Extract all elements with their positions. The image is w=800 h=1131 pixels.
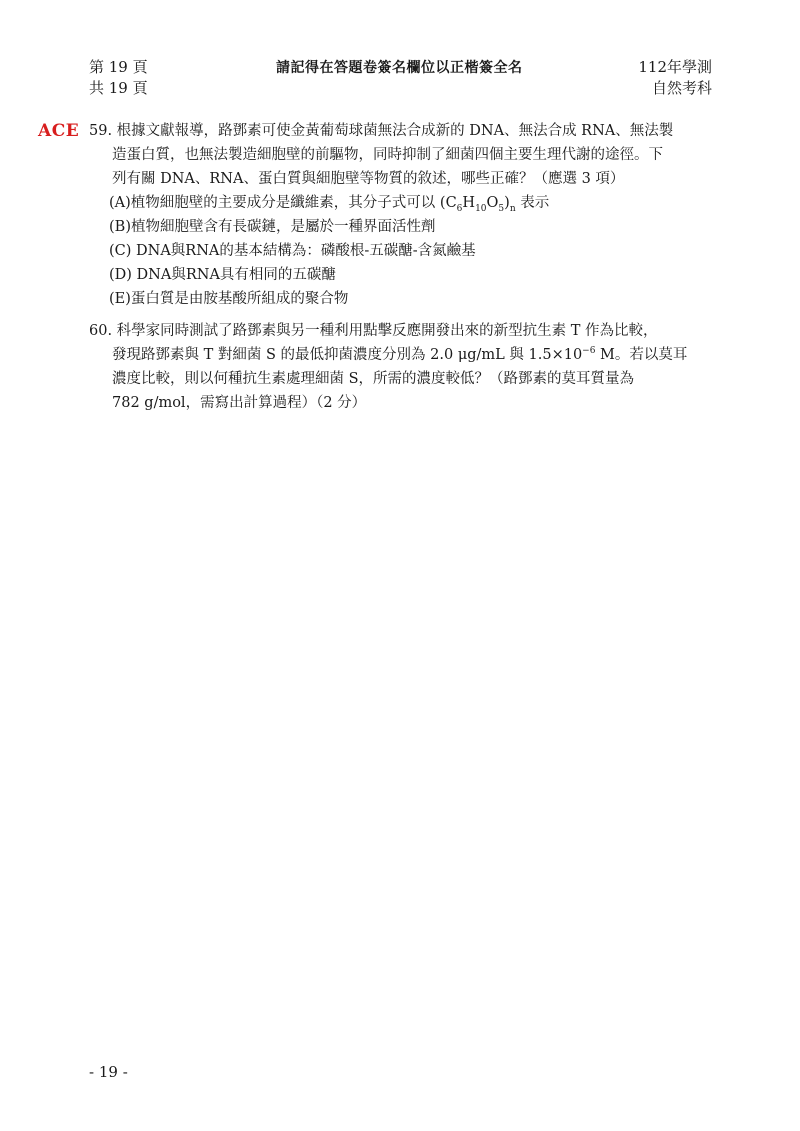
header-page-info <box>89 58 148 97</box>
q59-option-a: (A)植物細胞壁的主要成分是纖維素，其分子式可以 $(C_6H_{10}O_5)_n$ 表示 <box>109 195 550 214</box>
signature-notice: 請記得在答題卷簽名欄位以正楷簽全名 <box>276 60 523 76</box>
page-current: 第 19 頁 <box>89 58 148 76</box>
exam-subject: 自然考科 <box>651 79 712 97</box>
answer-mark: ACE <box>38 121 80 141</box>
q59-stem-line-1: 59. 根據文獻報導，路鄧素可使金黃葡萄球菌無法合成新的 DNA、無法合成 RNA、無法製 <box>89 123 674 139</box>
q60-line-4: 782 g/mol，需寫出計算過程）（2 分） <box>112 395 367 411</box>
q60-line-1: 60. 科學家同時測試了路鄧素與另一種利用點擊反應開發出來的新型抗生素 T 作為比較， <box>89 323 658 339</box>
q59-option-d: (D) DNA與RNA具有相同的五碳醣 <box>109 267 336 283</box>
q60-number: 60. <box>89 323 113 339</box>
q59-option-b: (B)植物細胞壁含有長碳鏈，是屬於一種界面活性劑 <box>109 219 436 235</box>
q59-stem-line-2: 造蛋白質，也無法製造細胞壁的前驅物，同時抑制了細菌四個主要生理代謝的途徑。下 <box>112 147 663 163</box>
q59-stem-line-3: 列有關 DNA、RNA、蛋白質與細胞壁等物質的敘述，哪些正確？（應選 3 項） <box>112 171 625 187</box>
page-number: - 19 - <box>89 1063 128 1081</box>
exam-year: 112年學測 <box>638 58 712 76</box>
q59-option-c: (C) DNA與RNA的基本結構為：磷酸根-五碳醣-含氮鹼基 <box>109 243 476 259</box>
q59-option-e: (E)蛋白質是由胺基酸所組成的聚合物 <box>109 291 349 307</box>
header-exam-info <box>638 58 712 97</box>
q60-line-2: 發現路鄧素與 T 對細菌 S 的最低抑菌濃度分別為 2.0 μg/mL 與 $1.5\times 10^{-6}$ M。若以莫耳 <box>112 346 688 363</box>
page-total: 共 19 頁 <box>89 79 148 97</box>
question-60 <box>89 319 729 415</box>
cellulose-formula: $(C_6H_{10}O_5)_n$ <box>439 195 516 214</box>
question-59 <box>89 119 729 311</box>
q60-line-3: 濃度比較，則以何種抗生素處理細菌 S，所需的濃度較低？（路鄧素的莫耳質量為 <box>112 371 635 387</box>
q59-number: 59. <box>89 123 113 139</box>
